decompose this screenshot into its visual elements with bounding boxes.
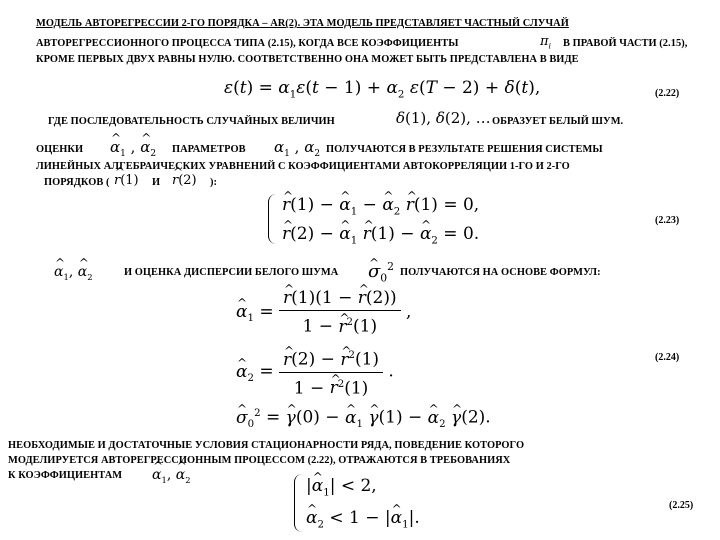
stationarity-line-2: МОДЕЛИРУЕТСЯ АВТОРЕГРЕССИОННЫМ ПРОЦЕССОМ (2.22), ОТРАЖАЮТСЯ В ТРЕБОВАНИЯХ bbox=[8, 455, 511, 466]
condition-1: |^ $\alpha_1| < 2$, bbox=[306, 476, 377, 503]
equation-number-2-24: (2.24) bbox=[655, 352, 680, 363]
sigma-hat-0-squared: ^ $\sigma_0^2$ bbox=[368, 258, 394, 288]
formula-alpha2: ^ $\alpha_2$ = ^ $\frac{r(2) - \^{} r^2(1)}{1 - \^{} r^2(1)}$ . bbox=[236, 346, 394, 398]
equation-number-2-23: (2.23) bbox=[655, 215, 680, 226]
system-brace-2-25 bbox=[294, 474, 303, 532]
white-noise-text-a: ГДЕ ПОСЛЕДОВАТЕЛЬНОСТЬ СЛУЧАЙНЫХ ВЕЛИЧИН bbox=[48, 116, 335, 127]
estimates-label-c: ПОЛУЧАЮТСЯ В РЕЗУЛЬТАТЕ РЕШЕНИЯ СИСТЕМЫ bbox=[326, 144, 603, 155]
r-hat-1: ^ r(1) bbox=[114, 172, 139, 190]
r-hat-2: ^ r(2) bbox=[172, 172, 197, 190]
alpha-pair: $\alpha_1$ , $\alpha_2$ bbox=[274, 138, 321, 159]
estimates-line-3b: И bbox=[152, 177, 161, 188]
estimates-label-b: ПАРАМЕТРОВ bbox=[172, 144, 246, 155]
estimates-line-2: ЛИНЕЙНЫХ АЛГЕБРАИЧЕСКИХ УРАВНЕНИЙ С КОЭФФИЦИЕНТАМИ АВТОКОРРЕЛЯЦИИ 1-ГО И 2-ГО bbox=[36, 161, 570, 172]
dispersion-text-b: ПОЛУЧАЮТСЯ НА ОСНОВЕ ФОРМУЛ: bbox=[400, 267, 601, 278]
intro-line-2a: АВТОРЕГРЕССИОННОГО ПРОЦЕССА ТИПА (2.15), КОГДА ВСЕ КОЭФФИЦИЕНТЫ bbox=[36, 38, 459, 49]
stationarity-line-3: К КОЭФФИЦИЕНТАМ bbox=[8, 470, 123, 481]
formula-alpha1: ^ $\alpha_1$ = ^ $\frac{r(1)(1 - \^{} r(2))}{1 - \^{} r^2(1)}$ , bbox=[236, 288, 411, 337]
equation-number-2-22: (2.22) bbox=[655, 88, 680, 99]
intro-line-1: МОДЕЛЬ АВТОРЕГРЕССИИ 2-ГО ПОРЯДКА – AR(2). ЭТА МОДЕЛЬ ПРЕДСТАВЛЯЕТ ЧАСТНЫЙ СЛУЧАЙ bbox=[36, 18, 569, 29]
delta-sequence: δ(1), δ(2), … bbox=[396, 109, 491, 127]
formula-sigma: ^ $\sigma_0^2$ = ^ γ(0) − ^ $\alpha_1$ ^ γ(1) − ^ $\alpha_2$ ^ γ(2). bbox=[236, 404, 491, 435]
system-eq-2: ^ r(2) − ^ $\alpha_1$ ^ r(1) − ^ $\alpha_2 = 0$. bbox=[282, 224, 479, 251]
condition-2: ^ $\alpha_2 < 1$ − |^ $\alpha_1|$. bbox=[306, 508, 420, 535]
stationarity-line-1: НЕОБХОДИМЫЕ И ДОСТАТОЧНЫЕ УСЛОВИЯ СТАЦИОНАРНОСТИ РЯДА, ПОВЕДЕНИЕ КОТОРОГО bbox=[8, 440, 525, 451]
white-noise-text-b: ОБРАЗУЕТ БЕЛЫЙ ШУМ. bbox=[492, 116, 624, 127]
dispersion-text-a: И ОЦЕНКА ДИСПЕРСИИ БЕЛОГО ШУМА bbox=[124, 267, 339, 278]
estimates-label-a: ОЦЕНКИ bbox=[36, 144, 84, 155]
estimates-line-3a: ПОРЯДКОВ ( bbox=[44, 177, 110, 188]
pi-i-symbol: $\pi_i$ bbox=[540, 34, 552, 51]
estimates-line-3c: ): bbox=[210, 177, 218, 188]
intro-line-3: КРОМЕ ПЕРВЫХ ДВУХ РАВНЫ НУЛЮ. СООТВЕТСТВЕННО ОНА МОЖЕТ БЫТЬ ПРЕДСТАВЛЕНА В ВИДЕ bbox=[36, 54, 579, 65]
intro-line-2b: В ПРАВОЙ ЧАСТИ (2.15), bbox=[563, 38, 688, 49]
alpha-hat-pair-3: ^ $\alpha_1$, ^ $\alpha_2$ bbox=[152, 466, 191, 489]
alpha-hat-pair: ^ $\alpha_1$ , ^ $\alpha_2$ bbox=[110, 138, 156, 163]
alpha-hat-pair-2: ^ $\alpha_1$, ^ $\alpha_2$ bbox=[54, 263, 93, 286]
system-brace-2-23 bbox=[268, 194, 277, 244]
equation-number-2-25: (2.25) bbox=[669, 500, 694, 511]
system-eq-1: ^ r(1) − ^ $\alpha_1$ − ^ $\alpha_2$ ^ r(1) = 0, bbox=[282, 195, 479, 222]
equation-ar2: $\varepsilon(t) = \alpha_1\varepsilon(t - 1) + \alpha_2$ ε(T − 2) + δ(t), bbox=[224, 78, 541, 101]
